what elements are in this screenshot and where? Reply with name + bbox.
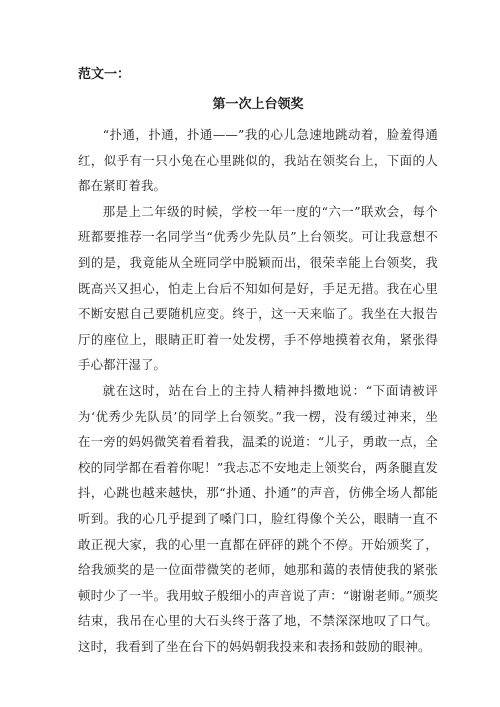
paragraph-3: 就在这时，站在台上的主持人精神抖擞地说：“下面请被评为‘优秀少先队员’的同学上台领奖。”我一楞，没有缓过神来，坐在一旁的妈妈微笑着看着我，温柔的说道：“儿子，勇敢一点，全校的同学都在看着你呢！”我忐忑不安地走上领奖台，两条腿直发抖，心跳也越来越快，那“扑通、扑通”的声音，仿佛全场人都能听到。我的心几乎提到了嗓门口，脸红得像个关公，眼睛一直不敢正视大家，我的心里一直都在砰砰的跳个不停。开始颁奖了，给我颁奖的是一位面带微笑的老师，她那和蔼的表情使我的紧张顿时少了一半。我用蚊子般细小的声音说了声：“谢谢老师。”颁奖结束，我吊在心里的大石头终于落了地，不禁深深地叹了口气。这时，我看到了坐在台下的妈妈朝我投来和表扬和鼓励的眼神。 [78,382,438,654]
paragraph-2: 那是上二年级的时候，学校一年一度的“六一”联欢会，每个班都要推荐一名同学当“优秀少先队员”上台领奖。可让我意想不到的是，我竟能从全班同学中脱颖而出，很荣幸能上台领奖，我既高兴又担心，怕走上台后不知如何是好，手足无措。我在心里不断安慰自己要随机应变。终于，这一天来临了。我坐在大报告厅的座位上，眼睛正盯着一处发楞，手不停地摸着衣角，紧张得手心都汗湿了。 [78,203,438,373]
section-label: 范文一： [78,67,131,82]
paragraph-1: “扑通，扑通，扑通——”我的心儿急速地跳动着，脸羞得通红，似乎有一只小兔在心里跳似的，我站在领奖台上，下面的人都在紧盯着我。 [78,127,438,194]
essay-title: 第一次上台领奖 [212,97,304,112]
